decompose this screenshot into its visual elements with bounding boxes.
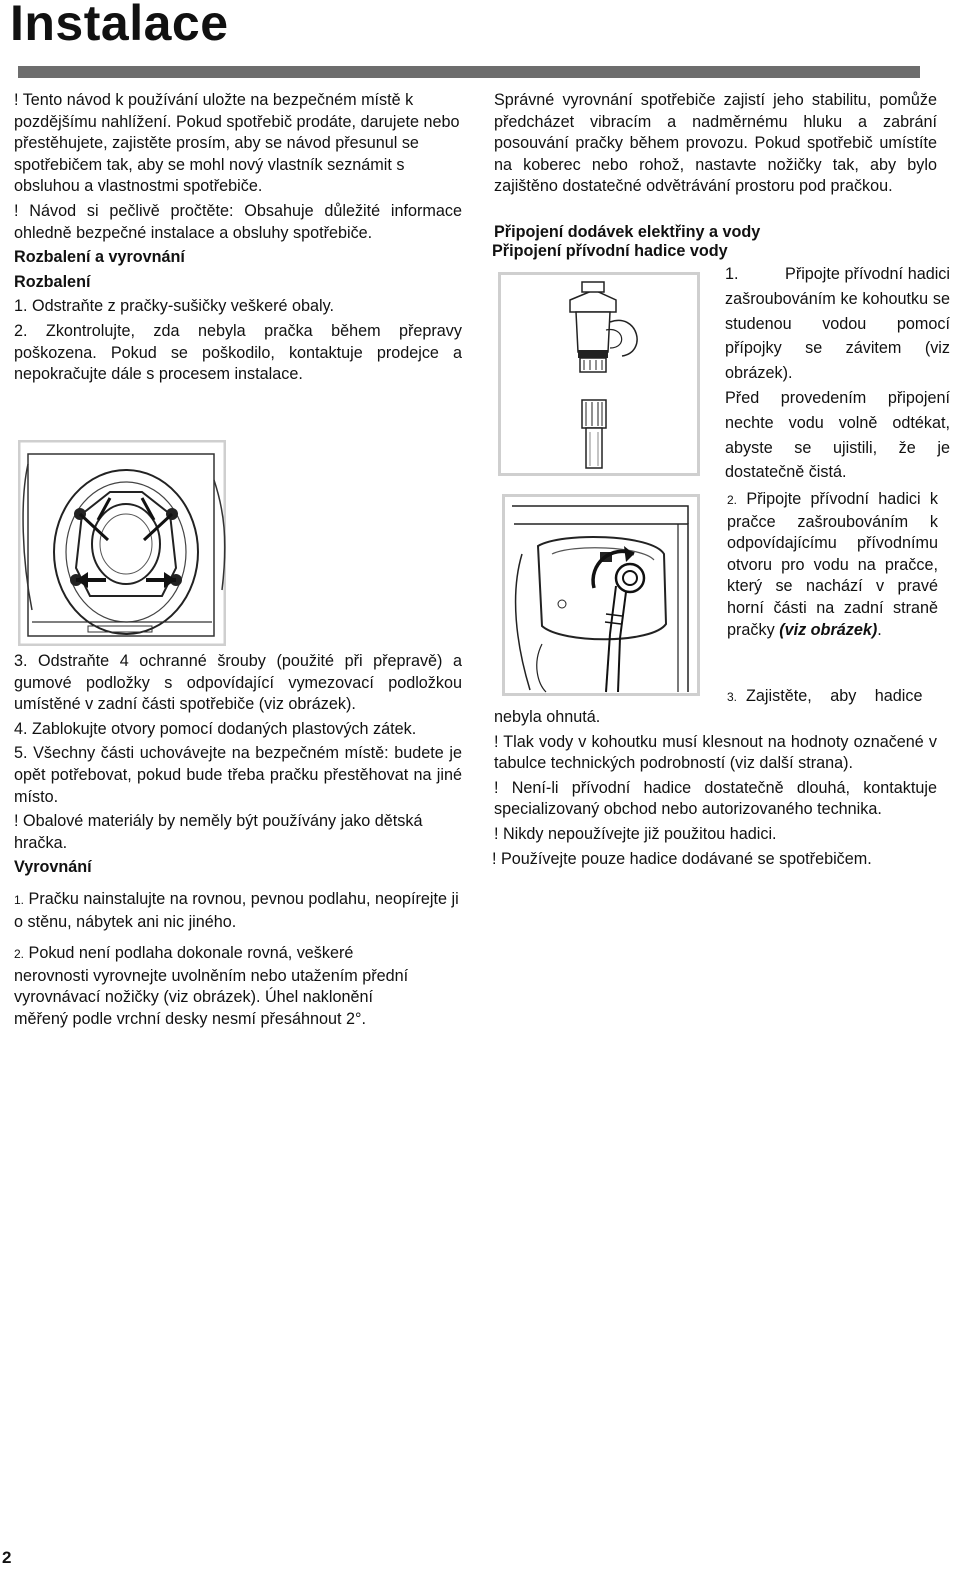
leveling-step-1-number: 1. [14,892,25,907]
unpack-step-3: 3. Odstraňte 4 ochranné šrouby (použité při přepravě) a gumové podložky s odpovídající vymezovací podložkou umístěné v zadní části spotřebiče (viz obrázek). [14,652,462,714]
right-column-bottom [494,707,937,870]
figure-machine-inlet [502,494,700,696]
title-underline-bar [18,66,920,78]
hose-step-3 [727,686,952,709]
unpack-step-4: 4. Zablokujte otvory pomocí dodaných plastových zátek. [14,719,417,738]
left-column-top [14,90,462,386]
leveling-step-2-number: 2. [14,947,25,962]
hose-step-1-note: Před provedením připojení nechte vodu volně odtékat, abyste se ujistili, že je dostatečně čistá. [725,388,950,482]
figure-tap-connection [498,272,700,476]
hose-step-1-text: Připojte přívodní hadici zašroubováním ke kohoutku se studenou vodou pomocí přípojky se závitem (viz obrázek). [725,265,950,383]
packaging-warning: ! Obalové materiály by neměly být používány jako dětská hračka. [14,812,423,852]
hose-length-warning: ! Není-li přívodní hadice dostatečně dlouhá, kontaktuje specializovaný obchod nebo autorizovaného technika. [494,778,937,819]
intro-paragraph-2: ! Návod si pečlivě pročtěte: Obsahuje důležité informace ohledně bezpečné instalace a obsluhy spotřebiče. [14,201,462,242]
hose-step-2: 2. Připojte přívodní hadici k pračce zašroubováním k odpovídajícímu přívodnímu otvoru pro vodu na pračce, který se nachází v pravé horní části na zadní straně pračky (viz obrázek). [727,490,938,639]
page-title: Instalace [10,0,229,51]
left-column-bottom [14,651,462,1031]
hose-step-3-number: 3. [727,690,738,704]
hose-step-1-instruction [725,262,950,386]
unpack-step-1: 1. Odstraňte z pračky-sušičky veškeré obaly. [14,297,334,316]
leveling-step-2 [14,943,414,1030]
leveling-step-1 [14,889,462,933]
hose-step-2-figure-ref: (viz obrázek) [779,620,878,639]
pressure-warning: ! Tlak vody v kohoutku musí klesnout na hodnoty označené v tabulce technických podrobností (viz další strana). [494,732,937,773]
heading-unpack-level: Rozbalení a vyrovnání [14,248,185,267]
hose-step-3-text: Zajistěte, aby hadice [746,687,923,705]
heading-connect: Připojení dodávek elektřiny a vody [494,223,761,241]
leveling-step-1-text: Pračku nainstalujte na rovnou, pevnou podlahu, neopírejte ji o stěnu, nábytek ani nic jiného. [14,889,459,931]
heading-unpack: Rozbalení [14,272,91,291]
hose-step-1 [725,262,950,485]
page-number: 2 [2,1548,12,1567]
heading-leveling: Vyrovnání [14,858,92,877]
unpack-step-5: 5. Všechny části uchovávejte na bezpečném místě: budete je opět potřebovat, pokud bude třeba pračku přestěhovat na jiné místo. [14,744,462,806]
hose-step-2-number: 2. [727,493,738,507]
supplied-hose-warning: ! Používejte pouze hadice dodávané se spotřebičem. [492,849,872,868]
used-hose-warning: ! Nikdy nepoužívejte již použitou hadici. [494,824,777,843]
leveling-step-2-text: Pokud není podlaha dokonale rovná, veškeré nerovnosti vyrovnejte uvolněním nebo utažením přední vyrovnávací nožičky (viz obrázek). Úhel naklonění měřený podle vrchní desky nesmí přesáhnout 2°. [14,944,409,1028]
hose-step-3-continuation: nebyla ohnutá. [494,708,601,726]
right-intro: Správné vyrovnání spotřebiče zajistí jeho stabilitu, pomůže předcházet vibracím a nadměrnému hluku a zabrání posouvání pračky během provozu. Pokud spotřebič umístíte na koberec nebo rohož, nastavte nožičky tak, aby bylo zajištěno dostatečné odvětrávání prostoru pod pračkou. [494,91,937,196]
hose-step-1-number: 1. [725,265,739,283]
hose-step-2-text: Připojte přívodní hadici k pračce zašroubováním k odpovídajícímu přívodnímu otvoru pro vodu na pračce, který se nachází v pravé horní části na zadní straně pračky [727,490,938,639]
unpack-step-2: 2. Zkontrolujte, zda nebyla pračka během přepravy poškozena. Pokud se poškodilo, kontaktuje prodejce a nepokračujte dále s procesem instalace. [14,321,462,384]
intro-paragraph-1: ! Tento návod k používání uložte na bezpečném místě k pozdějšímu nahlížení. Pokud spotřebič prodáte, darujete nebo přestěhujete, zajistěte prosím, aby se návod přesunul se spotřebičem tak, aby se mohl nový vlastník seznámit s obsluhou a vlastnostmi spotřebiče. [14,91,460,196]
heading-inlet-hose: Připojení přívodní hadice vody [492,242,728,260]
figure-transport-bolts [18,440,226,646]
